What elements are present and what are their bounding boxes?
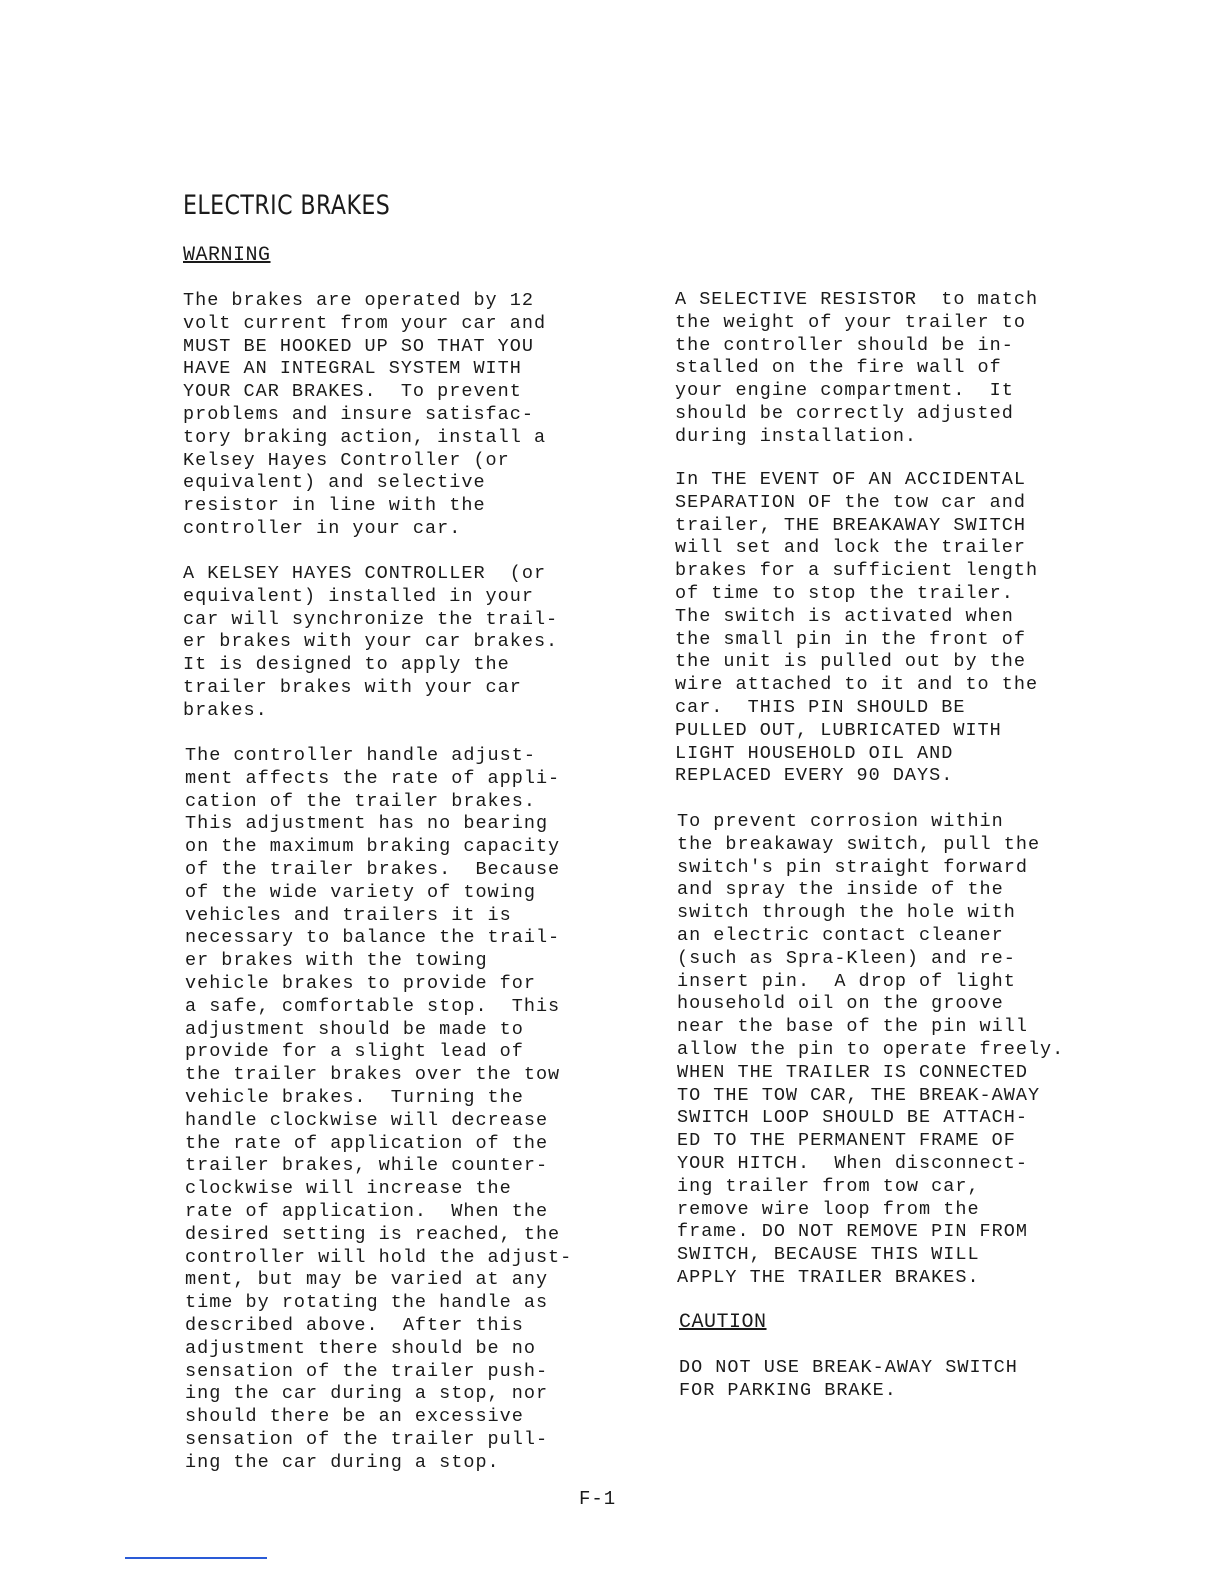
paragraph-caution-parking-brake: DO NOT USE BREAK-AWAY SWITCH FOR PARKING BRAKE. — [679, 1357, 1018, 1401]
paragraph-controller-handle-adjustment: The controller handle adjust- ment affects the rate of appli- cation of the trailer brakes. This adjustment has no bearing on the maximum braking capacity of the trailer brakes. Because of the wide variety of towing vehicles and trailers it is necessary to balance the trail- er brakes with the towing vehicle brakes to provide for a safe, comfortable stop. This adjustment should be made to provide for a slight lead of the trailer brakes over the tow vehicle brakes. Turning the handle clockwise will decrease the rate of application of the trailer brakes, while counter- clockwise will increase the rate of application. When the desired setting is reached, the controller will hold the adjust- ment, but may be varied at any time by rotating the handle as described above. After this adjustment there should be no sensation of the trailer push- ing the car during a stop, nor should there be an excessive sensation of the trailer pull- ing the car during a stop. — [185, 745, 573, 1473]
page-number: F-1 — [579, 1488, 617, 1510]
paragraph-corrosion-prevention: To prevent corrosion within the breakaway switch, pull the switch's pin straight forward and spray the inside of the switch through the hole with an electric contact cleaner (such as Spra-Kleen) and re- insert pin. A drop of light household oil on the groove near the base of the pin will allow the pin to operate freely. WHEN THE TRAILER IS CONNECTED TO THE TOW CAR, THE BREAK-AWAY SWITCH LOOP SHOULD BE ATTACH- ED TO THE PERMANENT FRAME OF YOUR HITCH. When disconnect- ing trailer from tow car, remove wire loop from the frame. DO NOT REMOVE PIN FROM SWITCH, BECAUSE THIS WILL APPLY THE TRAILER BRAKES. — [677, 811, 1065, 1288]
page-title: ELECTRIC BRAKES — [183, 190, 391, 221]
paragraph-breakaway-switch: In THE EVENT OF AN ACCIDENTAL SEPARATION OF the tow car and trailer, THE BREAKAWAY SWITCH will set and lock the trailer brakes for a sufficient length of time to stop the trailer. The switch is activated when the small pin in the front of the unit is pulled out by the wire attached to it and to the car. THIS PIN SHOULD BE PULLED OUT, LUBRICATED WITH LIGHT HOUSEHOLD OIL AND REPLACED EVERY 90 DAYS. — [675, 469, 1039, 787]
warning-heading: WARNING — [183, 244, 271, 267]
caution-heading: CAUTION — [679, 1311, 767, 1334]
paragraph-brakes-operation: The brakes are operated by 12 volt current from your car and MUST BE HOOKED UP SO THAT YOU HAVE AN INTEGRAL SYSTEM WITH YOUR CAR BRAKES. To prevent problems and insure satisfac- tory braking action, install a Kelsey Hayes Controller (or equivalent) and selective resistor in line with the controller in your car. — [183, 290, 547, 539]
paragraph-selective-resistor: A SELECTIVE RESISTOR to match the weight of your trailer to the controller should be in- stalled on the fire wall of your engine compartment. It should be correctly adjusted during installation. — [675, 289, 1039, 447]
bottom-divider — [125, 1557, 267, 1559]
paragraph-kelsey-hayes-controller: A KELSEY HAYES CONTROLLER (or equivalent) installed in your car will synchronize the trail- er brakes with your car brakes. It is designed to apply the trailer brakes with your car brakes. — [183, 563, 559, 721]
